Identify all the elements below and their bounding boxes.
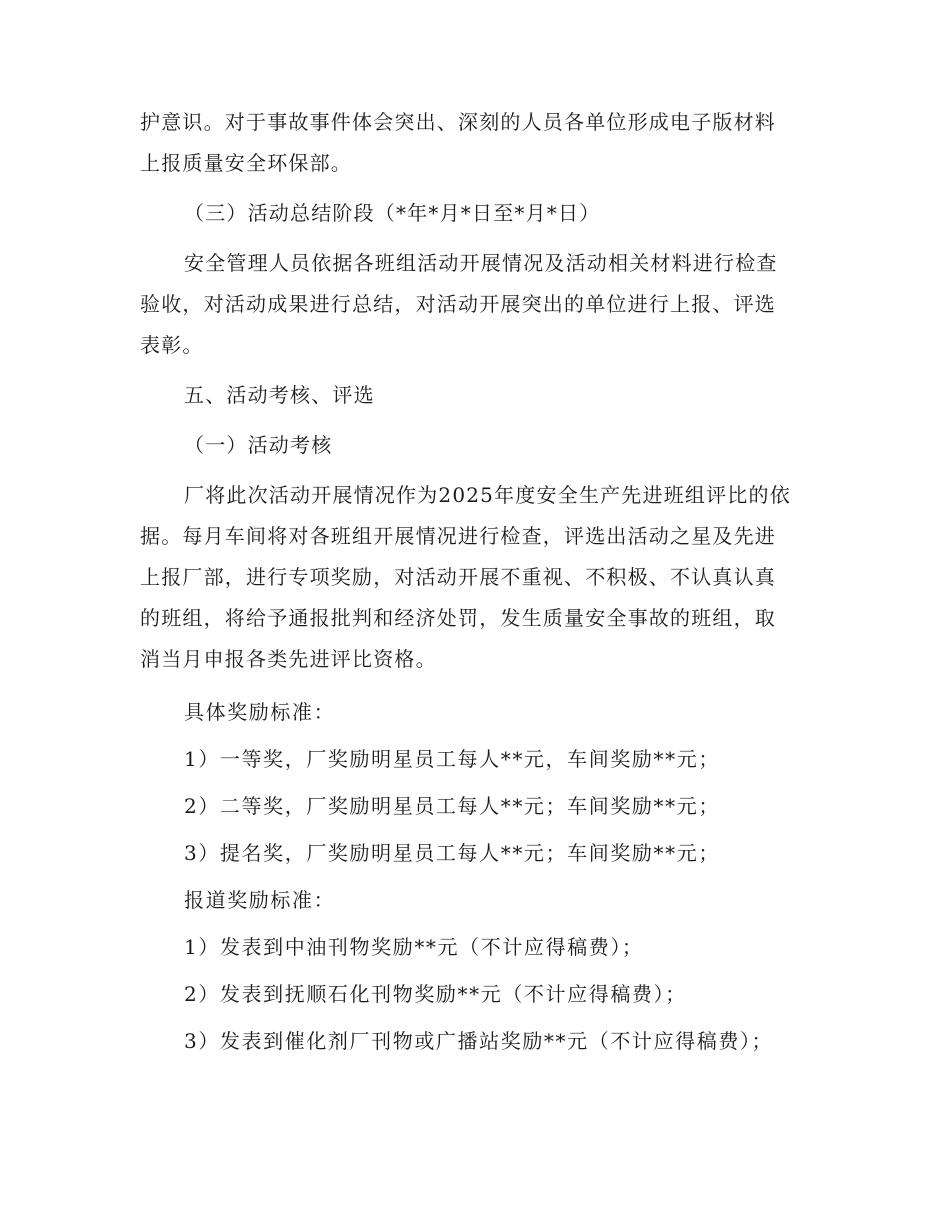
text-line: 厂将此次活动开展情况作为2025年度安全生产先进班组评比的依: [184, 483, 791, 507]
subsection-heading: （一）活动考核: [184, 433, 333, 457]
text-line: 护意识。对于事故事件体会突出、深刻的人员各单位形成电子版材料: [140, 110, 776, 134]
assessment-paragraph: [140, 475, 812, 680]
section-heading: 五、活动考核、评选: [184, 383, 375, 407]
report-item: 1）发表到中油刊物奖励**元（不计应得稿费）；: [184, 935, 644, 959]
stage-heading: （三）活动总结阶段（*年*月*日至*月*日）: [184, 201, 601, 225]
text-line: 表彰。: [140, 333, 204, 357]
report-item: 2）发表到抚顺石化刊物奖励**元（不计应得稿费）；: [184, 982, 687, 1006]
text-line: 据。每月车间将对各班组开展情况进行检查，评选出活动之星及先进: [140, 524, 776, 548]
text-line: 上报质量安全环保部。: [140, 151, 352, 175]
document-body: [140, 102, 812, 1065]
text-line: 上报厂部，进行专项奖励，对活动开展不重视、不积极、不认真认真: [140, 565, 776, 589]
summary-paragraph: [140, 243, 812, 366]
reward-heading: 具体奖励标准：: [184, 700, 336, 724]
report-item: 3）发表到催化剂厂刊物或广播站奖励**元（不计应得稿费）；: [184, 1029, 774, 1053]
text-line: 的班组，将给予通报批判和经济处罚，发生质量安全事故的班组，取: [140, 606, 776, 630]
text-line: 安全管理人员依据各班组活动开展情况及活动相关材料进行检查: [184, 251, 778, 275]
reward-item: 1）一等奖，厂奖励明星员工每人**元，车间奖励**元；: [184, 747, 720, 771]
paragraph-continuation: [140, 102, 812, 184]
report-heading: 报道奖励标准：: [184, 888, 336, 912]
reward-item: 2）二等奖，厂奖励明星员工每人**元；车间奖励**元；: [184, 794, 720, 818]
reward-item: 3）提名奖，厂奖励明星员工每人**元；车间奖励**元；: [184, 841, 720, 865]
text-line: 验收，对活动成果进行总结，对活动开展突出的单位进行上报、评选: [140, 292, 776, 316]
text-line: 消当月申报各类先进评比资格。: [140, 647, 437, 671]
